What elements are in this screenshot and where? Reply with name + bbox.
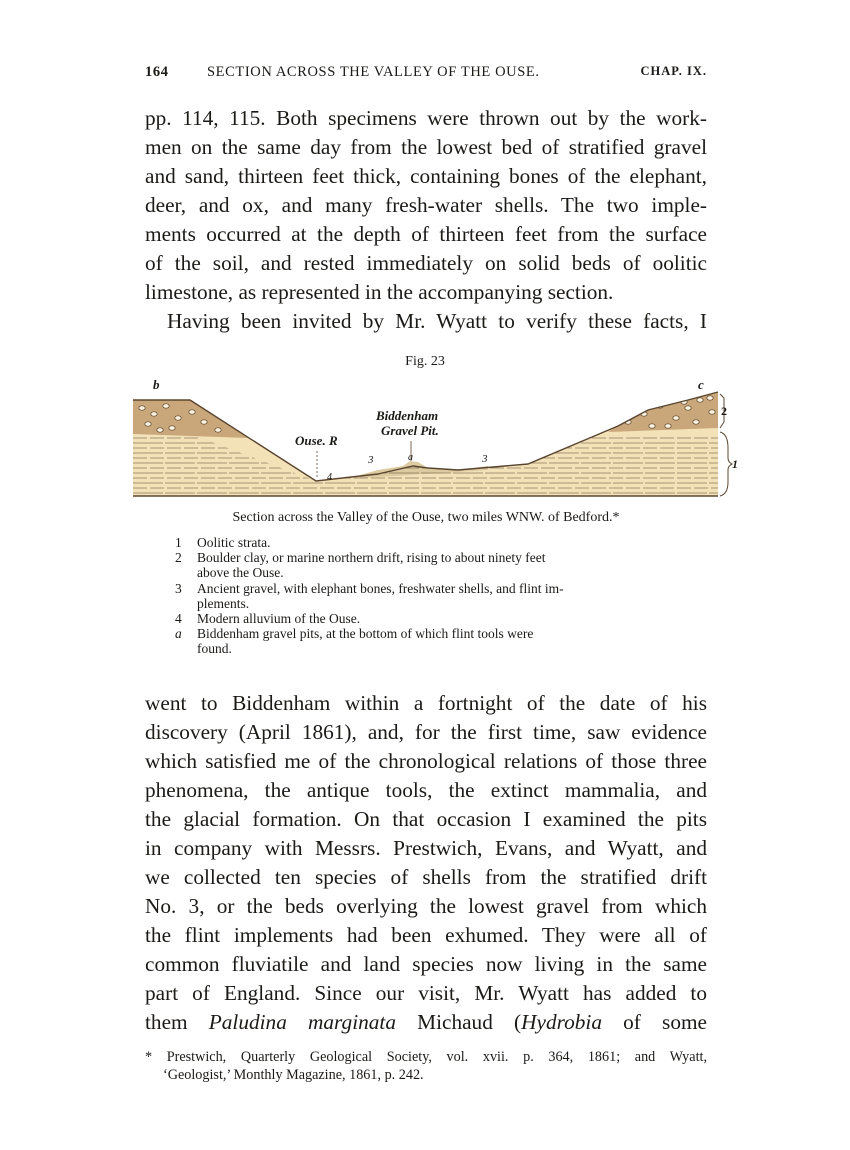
- legend-text-continued: above the Ouse.: [197, 565, 284, 581]
- text-line: part of England. Since our visit, Mr. Wyatt has added to: [145, 981, 707, 1005]
- footnote-line: * Prestwich, Quarterly Geological Society, vol. xvii. p. 364, 1861; and Wyatt,: [145, 1049, 707, 1065]
- footnote-line: ‘Geologist,’ Monthly Magazine, 1861, p. 242.: [163, 1067, 424, 1083]
- label-3-right: 3: [482, 453, 488, 465]
- label-b: b: [153, 378, 160, 392]
- pebble: [189, 410, 195, 414]
- running-header: [145, 64, 707, 86]
- text-line-with-italics: [145, 1008, 707, 1037]
- text-line: common fluviatile and land species now living in the same: [145, 952, 707, 976]
- legend-key: 1: [175, 535, 182, 550]
- text-line: No. 3, or the beds overlying the lowest gravel from which: [145, 894, 707, 918]
- pebble: [139, 406, 145, 410]
- legend-text: Oolitic strata.: [197, 535, 271, 550]
- pebble: [169, 426, 175, 430]
- text-line: ments occurred at the depth of thirteen feet from the surface: [145, 222, 707, 246]
- label-1: 1: [732, 457, 738, 471]
- pebble: [157, 428, 163, 432]
- label-gravel-pit: Gravel Pit.: [381, 423, 439, 438]
- section-diagram: [128, 378, 748, 503]
- text-line: the flint implements had been exhumed. They were all of: [145, 923, 707, 947]
- legend-text: Ancient gravel, with elephant bones, freshwater shells, and flint im-: [197, 580, 564, 596]
- text-line: of the soil, and rested immediately on solid beds of oolitic: [145, 251, 707, 275]
- text-line: men on the same day from the lowest bed of stratified gravel: [145, 135, 707, 159]
- legend-text: Biddenham gravel pits, at the bottom of which flint tools were: [197, 626, 534, 642]
- legend-item-continued: [175, 596, 673, 611]
- text-line: and sand, thirteen feet thick, containing bones of the elephant,: [145, 164, 707, 188]
- legend-text-continued: found.: [197, 641, 232, 657]
- figure-caption: Section across the Valley of the Ouse, two miles WNW. of Bedford.*: [232, 510, 620, 525]
- text-line: in company with Messrs. Prestwich, Evans, and Wyatt, and: [145, 836, 707, 860]
- text-line: Having been invited by Mr. Wyatt to verify these facts, I: [167, 309, 707, 333]
- text-segment: them: [145, 1010, 209, 1034]
- text-segment: of some: [601, 1010, 707, 1034]
- body-paragraph-bottom: [145, 689, 707, 1037]
- pebble: [201, 420, 207, 424]
- brace-bed-1: [720, 432, 732, 496]
- figure-legend: [175, 535, 673, 657]
- pebble: [697, 398, 703, 402]
- pebble: [215, 428, 221, 432]
- text-line: went to Biddenham within a fortnight of the date of his: [145, 691, 707, 715]
- text-line: pp. 114, 115. Both specimens were thrown out by the work-: [145, 106, 707, 130]
- legend-item: [175, 535, 673, 550]
- pebble: [665, 424, 671, 428]
- pebble: [151, 412, 157, 416]
- text-line: phenomena, the antique tools, the extinct mammalia, and: [145, 778, 707, 802]
- body-paragraph-top: [145, 104, 707, 336]
- legend-item: [175, 581, 673, 596]
- label-ouse-river: Ouse. R: [295, 433, 338, 448]
- pebble: [693, 420, 699, 424]
- legend-text: Modern alluvium of the Ouse.: [197, 611, 361, 627]
- label-biddenham: Biddenham: [376, 408, 439, 423]
- label-4: 4: [327, 472, 332, 483]
- legend-item: [175, 611, 673, 626]
- pebble: [673, 416, 679, 420]
- text-line: limestone, as represented in the accompanying section.: [145, 280, 614, 304]
- pebble: [145, 422, 151, 426]
- text-line: we collected ten species of shells from the stratified drift: [145, 865, 707, 889]
- pebble: [707, 396, 713, 400]
- pebble: [163, 404, 169, 408]
- label-a: a: [408, 452, 413, 463]
- pebble: [649, 424, 655, 428]
- legend-item-continued: [175, 565, 673, 580]
- legend-text: Boulder clay, or marine northern drift, rising to about ninety feet: [197, 550, 546, 566]
- genus-name: Hydrobia: [521, 1010, 602, 1034]
- legend-key: a: [175, 626, 182, 642]
- label-c: c: [698, 378, 704, 392]
- page-number: 164: [145, 64, 169, 80]
- pebble: [685, 406, 691, 410]
- legend-key: 3: [175, 580, 182, 596]
- running-title: SECTION ACROSS THE VALLEY OF THE OUSE.: [207, 64, 540, 80]
- chapter-label: CHAP. IX.: [640, 64, 707, 78]
- geological-section-figure: [128, 378, 748, 503]
- label-2: 2: [721, 404, 727, 418]
- text-line: discovery (April 1861), and, for the first time, saw evidence: [145, 720, 707, 744]
- legend-item: [175, 550, 673, 565]
- pebble: [175, 416, 181, 420]
- text-segment: Michaud (: [395, 1010, 522, 1034]
- footnote: [145, 1048, 707, 1084]
- legend-key: 4: [175, 611, 182, 627]
- text-line: which satisfied me of the chronological relations of those three: [145, 749, 707, 773]
- pebble: [709, 410, 715, 414]
- label-3-left: 3: [368, 454, 374, 466]
- legend-text-continued: plements.: [197, 595, 250, 611]
- text-line: deer, and ox, and many fresh-water shells. The two imple-: [145, 193, 707, 217]
- text-line: the glacial formation. On that occasion I examined the pits: [145, 807, 707, 831]
- legend-item-continued: [175, 641, 673, 656]
- legend-item: [175, 626, 673, 641]
- figure-title: Fig. 23: [405, 354, 445, 369]
- legend-key: 2: [175, 550, 182, 566]
- species-name: Paludina marginata: [208, 1010, 396, 1034]
